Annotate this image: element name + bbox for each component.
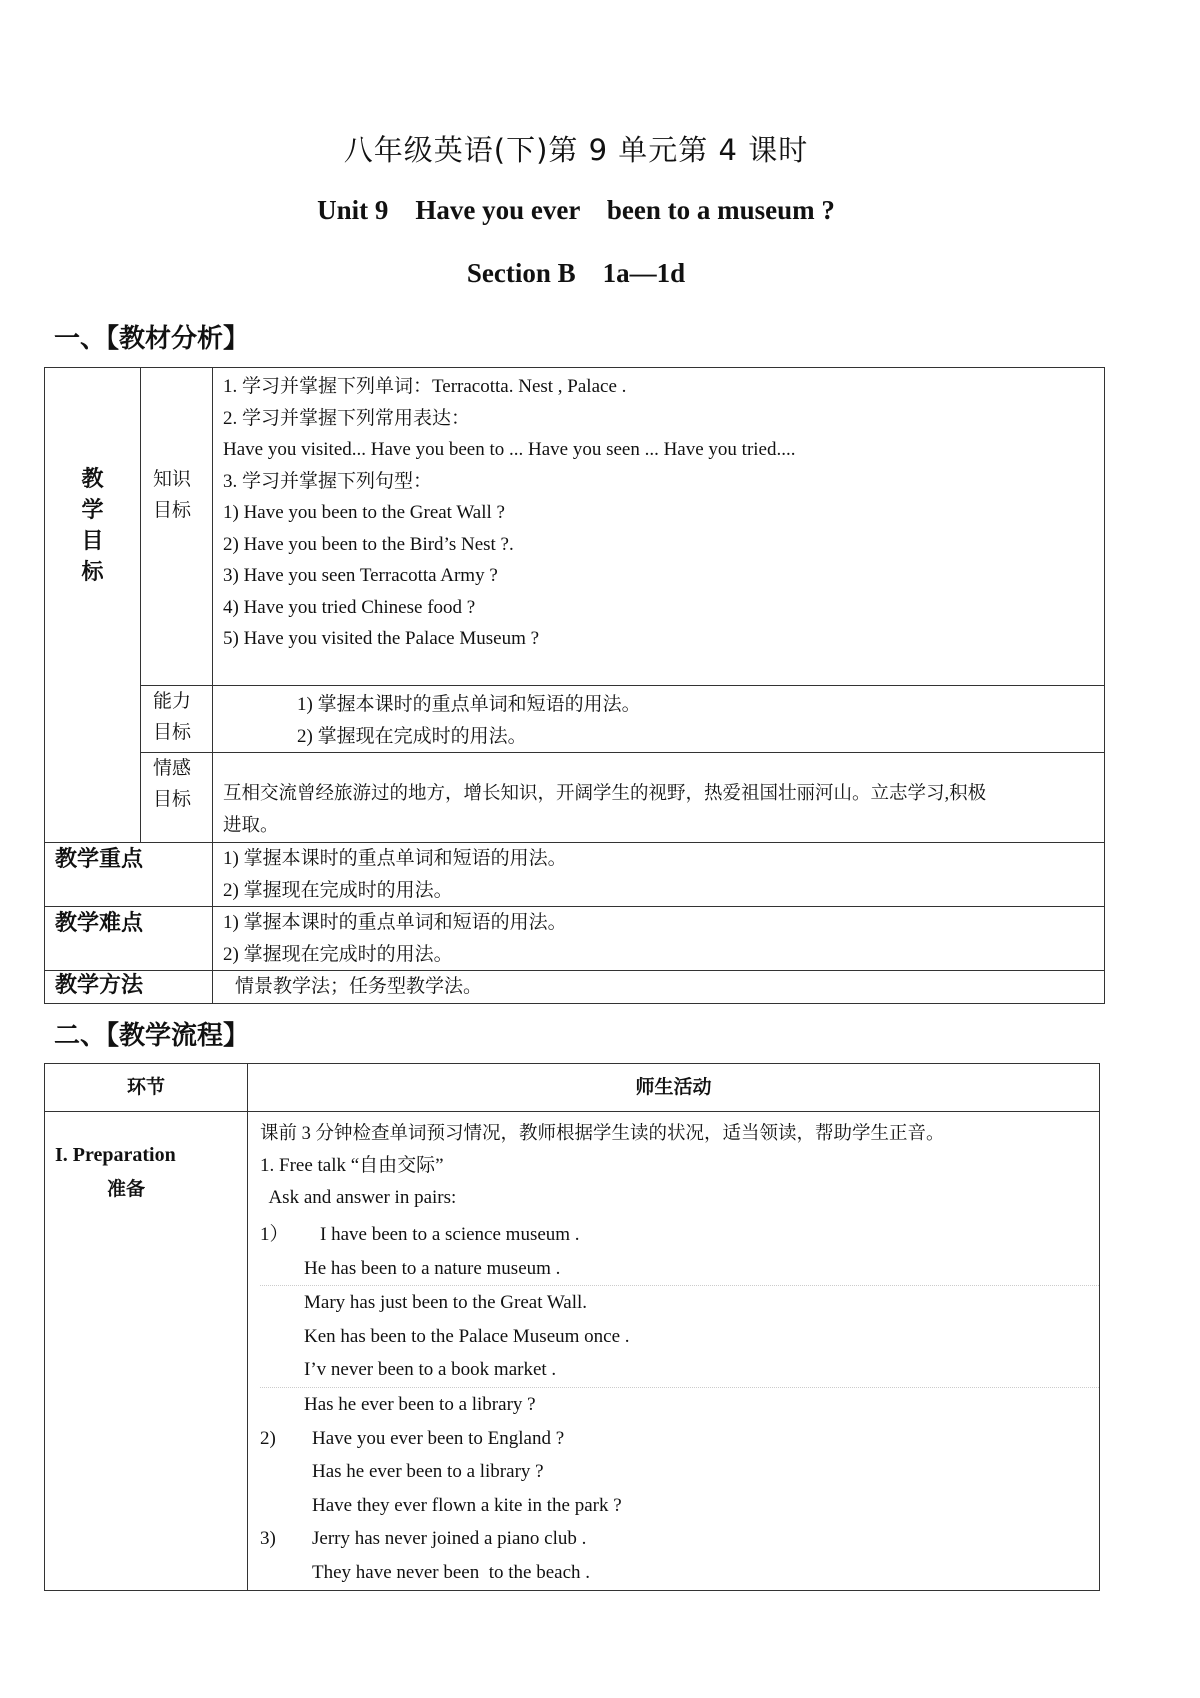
section-heading-flow: 二、【教学流程】 [54, 1021, 250, 1051]
key-point-line: 2) 掌握现在完成时的用法。 [223, 879, 453, 901]
ability-label-cell [141, 686, 213, 753]
objectives-label-char: 学 [81, 498, 104, 523]
ability-line: 1) 掌握本课时的重点单词和短语的用法。 [297, 694, 641, 715]
example-sentence: I have been to a science museum . [320, 1224, 580, 1245]
stage-cell [45, 1112, 248, 1591]
section-heading-analysis: 一、【教材分析】 [54, 324, 250, 354]
example-sentence: Has he ever been to a library ? [312, 1461, 544, 1483]
knowledge-line: 3) Have you seen Terracotta Army ? [223, 565, 498, 586]
objectives-label-cell [45, 368, 141, 843]
emotion-line: 进取。 [223, 815, 279, 836]
knowledge-line: Have you visited... Have you been to ... Have you seen ... Have you tried.... [223, 439, 796, 460]
activity-intro-line: Ask and answer in pairs: [260, 1187, 457, 1208]
stage-column-header: 环节 [45, 1064, 248, 1112]
unit-title: Unit 9 Have you ever been to a museum ? [317, 195, 835, 225]
objectives-label-char: 目 [81, 529, 104, 554]
ability-content-cell [213, 686, 1105, 753]
knowledge-line: 1. 学习并掌握下列单词：Terracotta. Nest , Palace . [223, 376, 627, 397]
objectives-label-char: 标 [81, 560, 104, 585]
example-sentence: Jerry has never joined a piano club . [312, 1528, 587, 1550]
stage-name-cn: 准备 [107, 1178, 146, 1200]
document-title-cn: 八年级英语(下)第 9 单元第 4 课时 [343, 133, 809, 167]
example-sentence: Have they ever flown a kite in the park ? [312, 1494, 622, 1516]
group-number: 1） [260, 1224, 289, 1245]
emotion-label-cell [141, 753, 213, 843]
knowledge-label: 知识 [153, 468, 192, 490]
example-sentence: He has been to a nature museum . [260, 1252, 1099, 1287]
stage-name-en: I. Preparation [55, 1144, 176, 1166]
activity-intro-line: 1. Free talk “自由交际” [260, 1155, 444, 1176]
difficult-points-label: 教学难点 [55, 911, 144, 936]
example-sentence: Has he ever been to a library ? [304, 1393, 536, 1415]
key-points-label: 教学重点 [55, 847, 144, 872]
group-number: 2) [260, 1427, 276, 1449]
knowledge-line: 4) Have you tried Chinese food ? [223, 596, 476, 618]
methods-text: 情景教学法；任务型教学法。 [235, 976, 483, 997]
methods-content-cell [213, 971, 1105, 1004]
example-sentence: Have you ever been to England ? [312, 1427, 565, 1449]
difficult-point-line: 1) 掌握本课时的重点单词和短语的用法。 [223, 912, 567, 933]
example-sentence: They have never been to the beach . [312, 1561, 591, 1583]
knowledge-label: 目标 [153, 499, 192, 521]
key-points-content-cell [213, 843, 1105, 907]
knowledge-line: 3. 学习并掌握下列句型： [223, 470, 433, 492]
ability-label: 能力 [153, 690, 192, 712]
example-sentence: Mary has just been to the Great Wall. [304, 1292, 588, 1314]
knowledge-content-cell [213, 368, 1105, 686]
example-sentence: I’v never been to a book market . [260, 1353, 1099, 1388]
activity-column-header: 师生活动 [248, 1064, 1100, 1112]
key-point-line: 1) 掌握本课时的重点单词和短语的用法。 [223, 848, 567, 869]
emotion-line: 互相交流曾经旅游过的地方，增长知识，开阔学生的视野，热爱祖国壮丽河山。立志学习,积极 [223, 784, 987, 804]
knowledge-label-cell [141, 368, 213, 686]
methods-label: 教学方法 [55, 973, 144, 998]
example-sentence: Ken has been to the Palace Museum once . [304, 1325, 630, 1347]
methods-label-cell [45, 971, 213, 1004]
emotion-label: 目标 [153, 788, 192, 810]
difficult-points-label-cell [45, 907, 213, 971]
emotion-label: 情感 [153, 757, 192, 779]
group-number: 3) [260, 1528, 276, 1550]
knowledge-line: 5) Have you visited the Palace Museum ? [223, 628, 540, 649]
knowledge-line: 2) Have you been to the Bird’s Nest ?. [223, 533, 514, 555]
flow-table [44, 1063, 1100, 1591]
knowledge-line: 1) Have you been to the Great Wall ? [223, 502, 505, 523]
activity-cell [248, 1112, 1100, 1591]
section-title: Section B 1a—1d [466, 258, 686, 288]
analysis-table [44, 367, 1105, 1004]
activity-intro-line: 课前 3 分钟检查单词预习情况，教师根据学生读的状况，适当领读，帮助学生正音。 [260, 1124, 945, 1144]
difficult-points-content-cell [213, 907, 1105, 971]
difficult-point-line: 2) 掌握现在完成时的用法。 [223, 943, 453, 965]
objectives-label-char: 教 [81, 467, 104, 492]
knowledge-line: 2. 学习并掌握下列常用表达： [223, 407, 471, 429]
ability-line: 2) 掌握现在完成时的用法。 [297, 725, 527, 747]
ability-label: 目标 [153, 721, 192, 743]
emotion-content-cell [213, 753, 1105, 843]
key-points-label-cell [45, 843, 213, 907]
